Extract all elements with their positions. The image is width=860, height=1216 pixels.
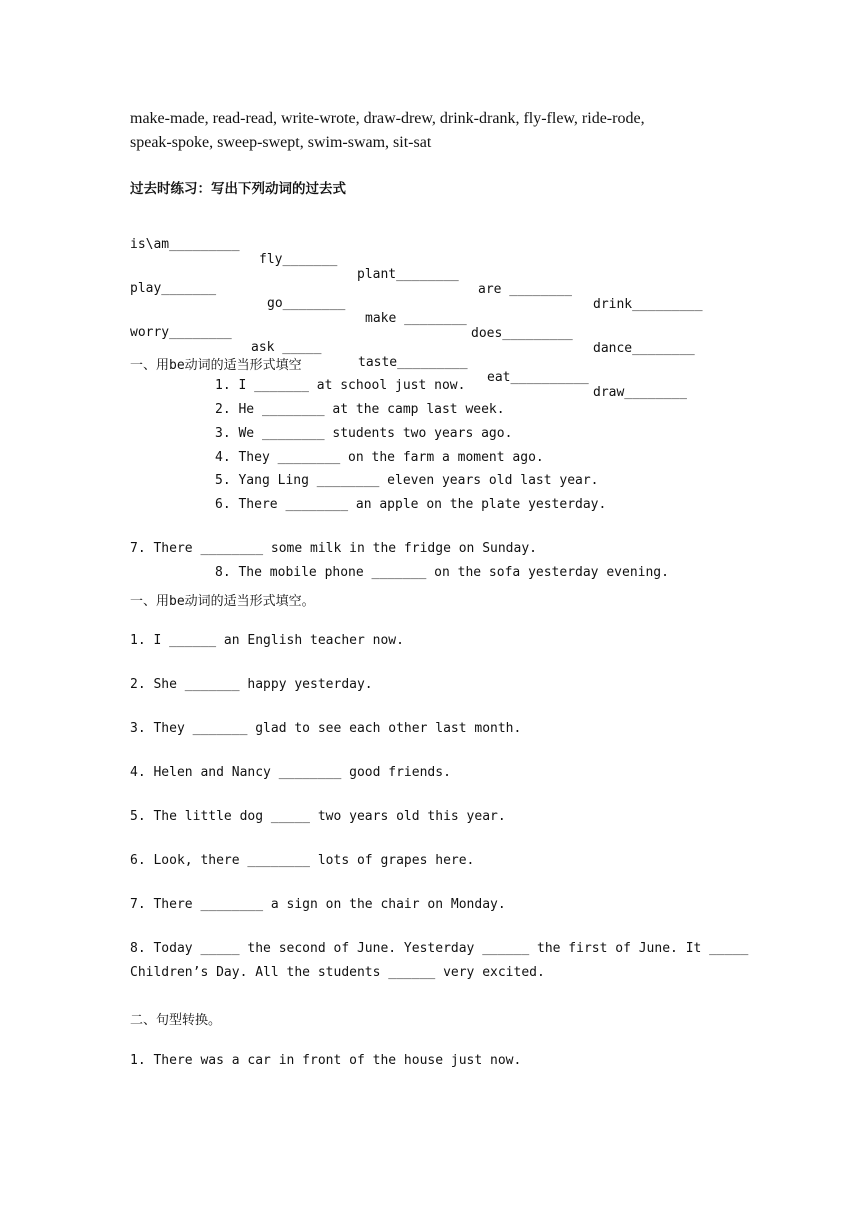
section2-item-8-line2: Children’s Day. All the students ______ very excited. — [130, 965, 545, 980]
verb-blank: fly_______ — [259, 252, 338, 267]
past-tense-heading: 过去时练习：写出下列动词的过去式 — [130, 181, 346, 197]
section1-item: 6. There ________ an apple on the plate yesterday. — [215, 497, 607, 512]
verb-blank: ask _____ — [251, 340, 322, 355]
section2-item: 6. Look, there ________ lots of grapes here. — [130, 853, 475, 868]
section1-item: 4. They ________ on the farm a moment ago. — [215, 450, 544, 465]
intro-verb-pairs-line1: make-made, read-read, write-wrote, draw-drew, drink-drank, fly-flew, ride-rode, — [130, 110, 645, 127]
section1-item-8: 8. The mobile phone _______ on the sofa yesterday evening. — [215, 565, 669, 580]
verb-blank: worry________ — [130, 325, 232, 340]
section2-item: 5. The little dog _____ two years old this year. — [130, 809, 506, 824]
verb-blank: eat__________ — [487, 370, 589, 385]
section2-item-8-line1: 8. Today _____ the second of June. Yesterday ______ the first of June. It _____ — [130, 941, 749, 956]
section2-item: 1. I ______ an English teacher now. — [130, 633, 404, 648]
section2-item: 7. There ________ a sign on the chair on Monday. — [130, 897, 506, 912]
section1-item-7: 7. There ________ some milk in the fridge on Sunday. — [130, 541, 537, 556]
section1-item: 2. He ________ at the camp last week. — [215, 402, 505, 417]
section1-item: 3. We ________ students two years ago. — [215, 426, 513, 441]
verb-blank: are ________ — [478, 282, 572, 297]
section2-item: 3. They _______ glad to see each other last month. — [130, 721, 522, 736]
verb-blank: go________ — [267, 296, 346, 311]
verb-blank: is\am_________ — [130, 237, 240, 252]
intro-verb-pairs-line2: speak-spoke, sweep-swept, swim-swam, sit-sat — [130, 134, 432, 151]
verb-blank: does_________ — [471, 326, 573, 341]
section3-heading: 二、句型转换。 — [130, 1013, 222, 1028]
section2-heading: 一、用be动词的适当形式填空。 — [130, 594, 315, 609]
section1-item: 5. Yang Ling ________ eleven years old last year. — [215, 473, 599, 488]
verb-blank: play_______ — [130, 281, 217, 296]
section2-item: 2. She _______ happy yesterday. — [130, 677, 373, 692]
verb-blank: taste_________ — [358, 355, 468, 370]
verb-blank: make ________ — [365, 311, 467, 326]
section1-heading: 一、用be动词的适当形式填空 — [130, 358, 302, 373]
verb-blank: draw________ — [593, 385, 687, 400]
verb-blank: dance________ — [593, 341, 695, 356]
section1-item: 1. I _______ at school just now. — [215, 378, 466, 393]
verb-blank: drink_________ — [593, 297, 703, 312]
section2-item: 4. Helen and Nancy ________ good friends. — [130, 765, 451, 780]
section3-item-1: 1. There was a car in front of the house just now. — [130, 1053, 522, 1068]
verb-blank: plant________ — [357, 267, 459, 282]
